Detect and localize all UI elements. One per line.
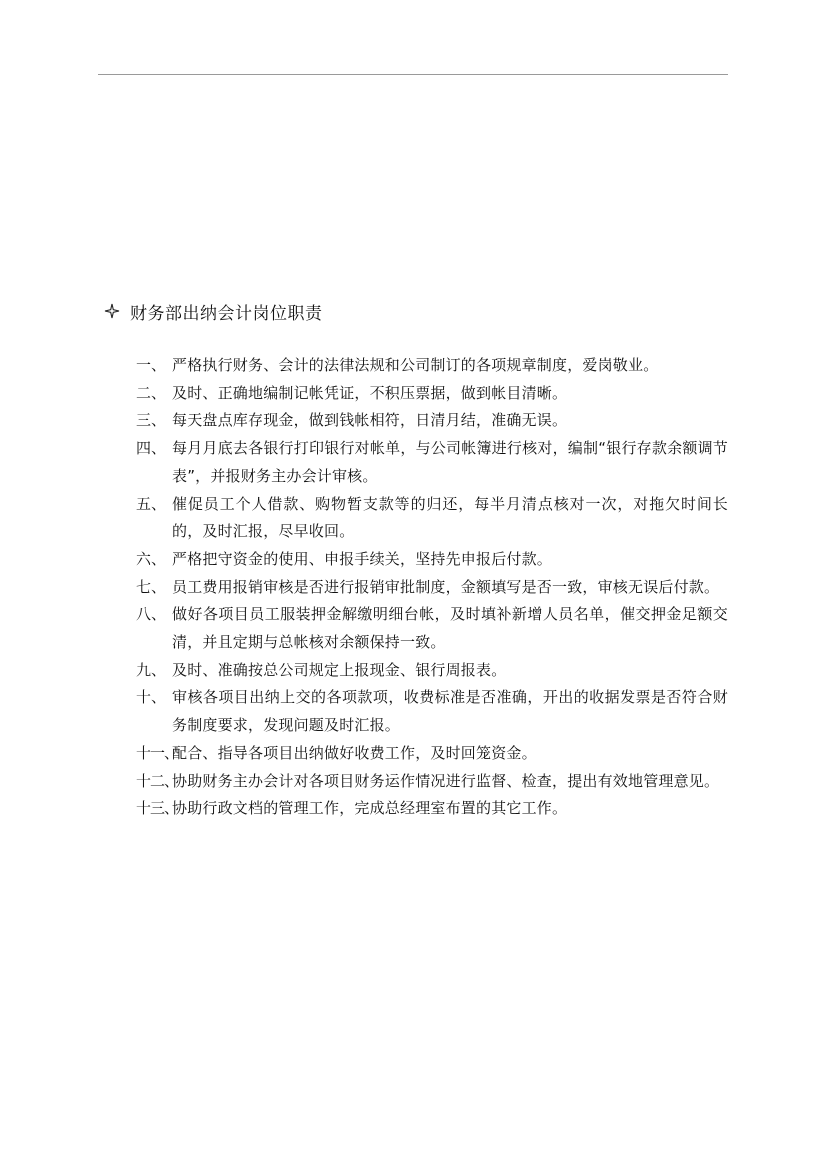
duty-item-4 — [136, 435, 728, 490]
duty-text: 做好各项目员工服装押金解缴明细台帐，及时填补新增人员名单，催交押金足额交清，并且定期与总帐核对余额保持一致。 — [172, 605, 728, 652]
duty-number: 七、 — [136, 577, 167, 596]
four-point-star-icon — [104, 303, 120, 319]
duty-text: 协助行政文档的管理工作，完成总经理室布置的其它工作。 — [172, 799, 568, 818]
section-heading — [104, 298, 323, 324]
duty-item-10 — [136, 684, 728, 739]
duty-text: 协助财务主办会计对各项目财务运作情况进行监督、检查，提出有效地管理意见。 — [172, 771, 720, 790]
duty-text: 严格把守资金的使用、申报手续关，坚持先申报后付款。 — [172, 549, 553, 568]
duty-item-5 — [136, 491, 728, 546]
duty-text: 每月月底去各银行打印银行对帐单，与公司帐簿进行核对，编制“银行存款余额调节表”，并报财务主办会计审核。 — [172, 439, 728, 485]
section-title: 财务部出纳会计岗位职责 — [130, 303, 323, 324]
duty-text: 每天盘点库存现金，做到钱帐相符，日清月结，准确无误。 — [172, 411, 568, 430]
duty-number: 二、 — [136, 383, 167, 402]
duty-text: 及时、准确按总公司规定上报现金、银行周报表。 — [172, 660, 507, 679]
duty-text: 审核各项目出纳上交的各项款项，收费标准是否准确，开出的收据发票是否符合财务制度要求，发现问题及时汇报。 — [172, 688, 728, 735]
header-rule — [98, 74, 728, 75]
duty-item-1 — [136, 352, 728, 380]
duty-text: 及时、正确地编制记帐凭证，不积压票据，做到帐目清晰。 — [172, 383, 568, 402]
duty-item-2 — [136, 380, 728, 408]
duty-item-11 — [136, 740, 728, 768]
duty-number: 一、 — [136, 356, 167, 374]
duty-item-13 — [136, 795, 728, 823]
duty-text: 催促员工个人借款、购物暂支款等的归还，每半月清点核对一次，对拖欠时间长的，及时汇报，尽早收回。 — [172, 494, 728, 541]
duty-number: 九、 — [136, 660, 167, 679]
duty-text: 配合、指导各项目出纳做好收费工作，及时回笼资金。 — [172, 743, 537, 762]
duty-number: 十一、 — [136, 743, 179, 762]
duty-number: 十二、 — [136, 771, 179, 790]
duty-item-9 — [136, 657, 728, 685]
duty-number: 五、 — [136, 494, 167, 513]
duty-number: 六、 — [136, 549, 167, 568]
duty-number: 三、 — [136, 411, 167, 430]
duty-text: 员工费用报销审核是否进行报销审批制度，金额填写是否一致，审核无误后付款。 — [172, 577, 720, 596]
duty-item-6 — [136, 546, 728, 574]
duty-item-7 — [136, 574, 728, 602]
duty-text: 严格执行财务、会计的法律法规和公司制订的各项规章制度，爱岗敬业。 — [172, 356, 659, 374]
duty-number: 十、 — [136, 688, 167, 707]
duty-item-3 — [136, 407, 728, 435]
duty-number: 四、 — [136, 439, 167, 458]
duty-list — [136, 352, 728, 823]
duty-number: 八、 — [136, 605, 167, 624]
duty-item-12 — [136, 768, 728, 796]
duty-item-8 — [136, 601, 728, 656]
duty-number: 十三、 — [136, 799, 179, 818]
